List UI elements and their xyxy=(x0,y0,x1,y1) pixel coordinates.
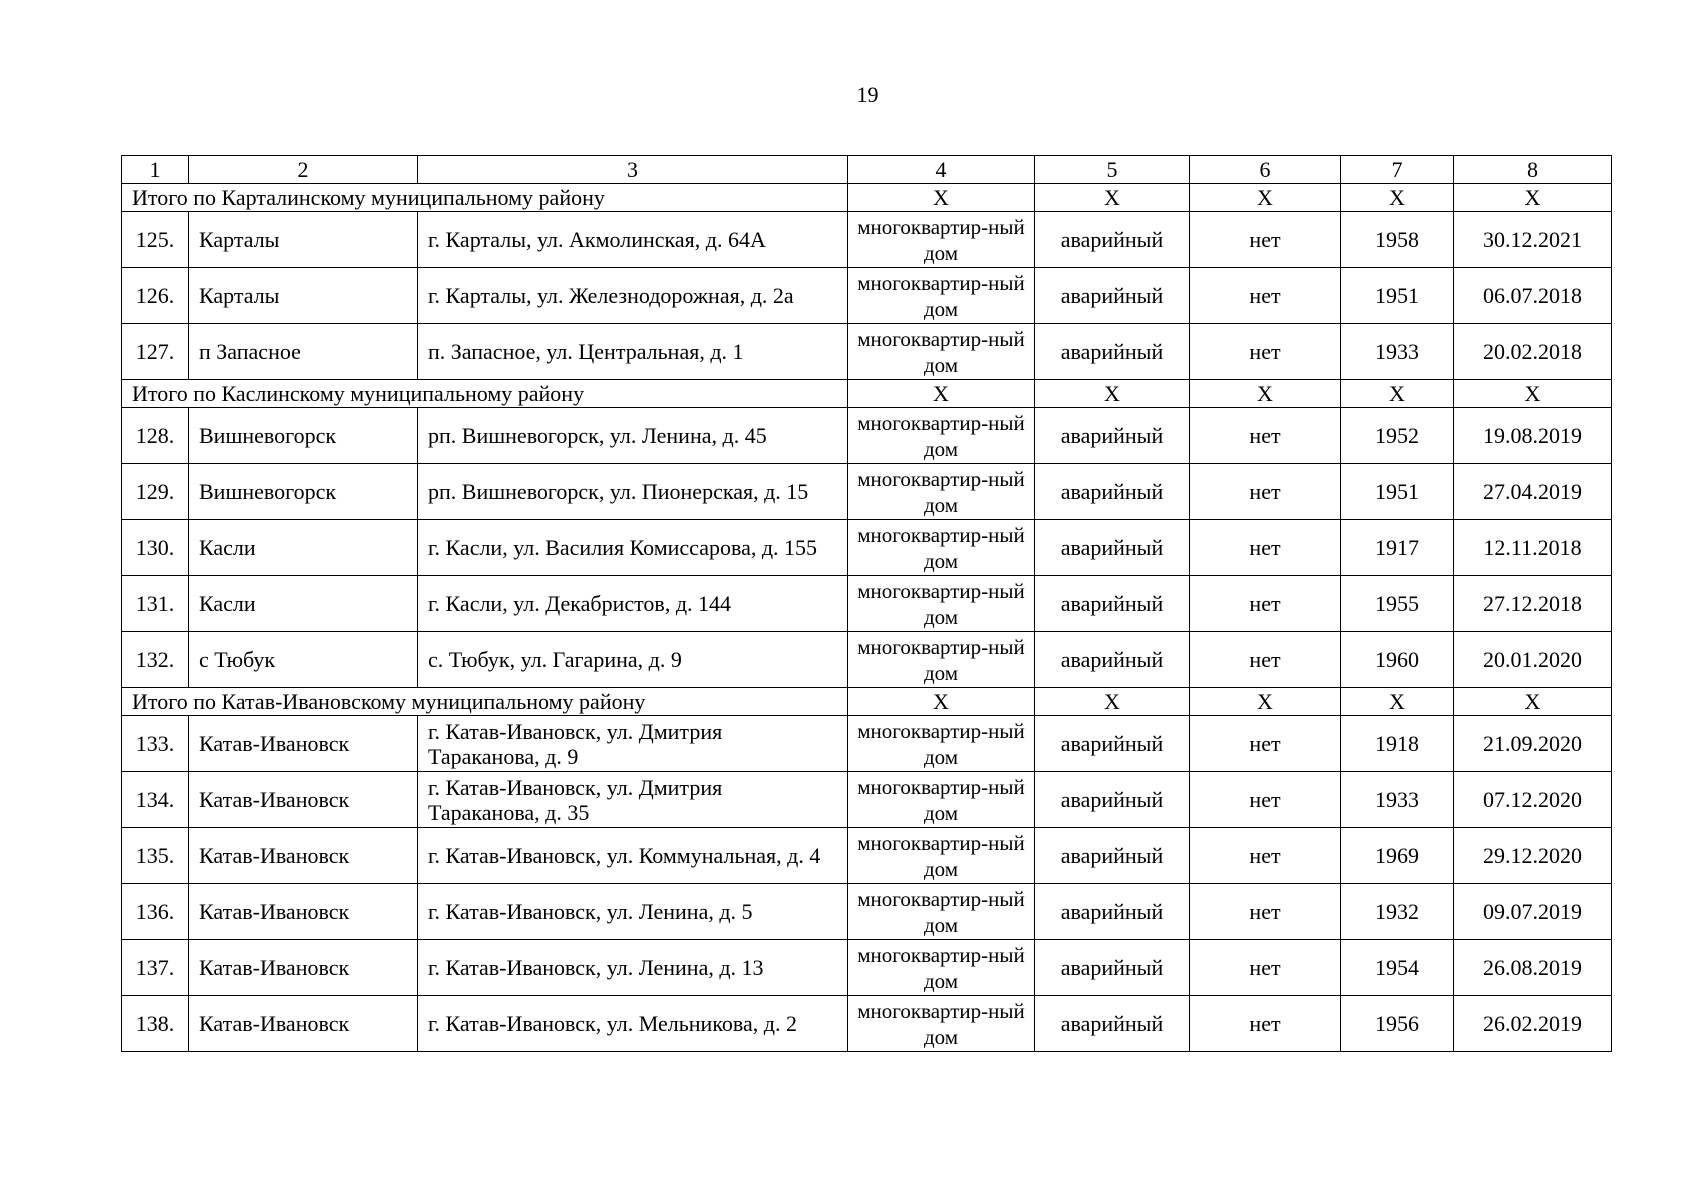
column-number: 4 xyxy=(848,156,1035,184)
page-number: 19 xyxy=(856,82,879,107)
flag-value: нет xyxy=(1190,268,1341,324)
column-number: 7 xyxy=(1341,156,1454,184)
date: 29.12.2020 xyxy=(1454,828,1612,884)
table-row xyxy=(122,576,1612,632)
address: г. Катав-Ивановск, ул. Коммунальная, д. 4 xyxy=(418,828,848,884)
flag-value: нет xyxy=(1190,884,1341,940)
row-number: 129. xyxy=(122,464,189,520)
settlement-name: Карталы xyxy=(189,268,418,324)
settlement-name: Катав-Ивановск xyxy=(189,772,418,828)
column-number: 5 xyxy=(1035,156,1190,184)
condition: аварийный xyxy=(1035,464,1190,520)
building-type: многоквартир-ный дом xyxy=(848,828,1035,884)
row-number: 137. xyxy=(122,940,189,996)
row-number: 126. xyxy=(122,268,189,324)
year: 1969 xyxy=(1341,828,1454,884)
address: г. Катав-Ивановск, ул. Ленина, д. 13 xyxy=(418,940,848,996)
row-number: 125. xyxy=(122,212,189,268)
district-total-row xyxy=(122,184,1612,212)
row-number: 138. xyxy=(122,996,189,1052)
year: 1956 xyxy=(1341,996,1454,1052)
building-type: многоквартир-ный дом xyxy=(848,716,1035,772)
table-row xyxy=(122,408,1612,464)
condition: аварийный xyxy=(1035,632,1190,688)
table-row xyxy=(122,520,1612,576)
total-mark: X xyxy=(1035,688,1190,716)
year: 1933 xyxy=(1341,324,1454,380)
column-number: 1 xyxy=(122,156,189,184)
table-row xyxy=(122,324,1612,380)
date: 19.08.2019 xyxy=(1454,408,1612,464)
date: 26.08.2019 xyxy=(1454,940,1612,996)
building-type: многоквартир-ный дом xyxy=(848,324,1035,380)
address: п. Запасное, ул. Центральная, д. 1 xyxy=(418,324,848,380)
condition: аварийный xyxy=(1035,576,1190,632)
building-type: многоквартир-ный дом xyxy=(848,520,1035,576)
address: г. Касли, ул. Декабристов, д. 144 xyxy=(418,576,848,632)
address: рп. Вишневогорск, ул. Ленина, д. 45 xyxy=(418,408,848,464)
condition: аварийный xyxy=(1035,268,1190,324)
date: 09.07.2019 xyxy=(1454,884,1612,940)
condition: аварийный xyxy=(1035,884,1190,940)
building-type: многоквартир-ный дом xyxy=(848,996,1035,1052)
year: 1933 xyxy=(1341,772,1454,828)
settlement-name: Катав-Ивановск xyxy=(189,884,418,940)
date: 21.09.2020 xyxy=(1454,716,1612,772)
settlement-name: Вишневогорск xyxy=(189,464,418,520)
total-mark: X xyxy=(1341,380,1454,408)
flag-value: нет xyxy=(1190,716,1341,772)
date: 20.01.2020 xyxy=(1454,632,1612,688)
table-row xyxy=(122,940,1612,996)
year: 1918 xyxy=(1341,716,1454,772)
total-mark: X xyxy=(848,184,1035,212)
flag-value: нет xyxy=(1190,408,1341,464)
district-total-label: Итого по Катав-Ивановскому муниципальному району xyxy=(122,688,848,716)
date: 27.12.2018 xyxy=(1454,576,1612,632)
flag-value: нет xyxy=(1190,464,1341,520)
column-number-header-row xyxy=(122,156,1612,184)
condition: аварийный xyxy=(1035,772,1190,828)
flag-value: нет xyxy=(1190,212,1341,268)
row-number: 127. xyxy=(122,324,189,380)
building-type: многоквартир-ный дом xyxy=(848,212,1035,268)
year: 1951 xyxy=(1341,268,1454,324)
row-number: 136. xyxy=(122,884,189,940)
district-total-label: Итого по Карталинскому муниципальному району xyxy=(122,184,848,212)
table-row xyxy=(122,632,1612,688)
column-number: 6 xyxy=(1190,156,1341,184)
address: г. Касли, ул. Василия Комиссарова, д. 155 xyxy=(418,520,848,576)
condition: аварийный xyxy=(1035,212,1190,268)
row-number: 134. xyxy=(122,772,189,828)
year: 1960 xyxy=(1341,632,1454,688)
flag-value: нет xyxy=(1190,996,1341,1052)
settlement-name: п Запасное xyxy=(189,324,418,380)
building-type: многоквартир-ный дом xyxy=(848,268,1035,324)
settlement-name: Катав-Ивановск xyxy=(189,996,418,1052)
table-row xyxy=(122,716,1612,772)
settlement-name: Касли xyxy=(189,576,418,632)
address: г. Катав-Ивановск, ул. Дмитрия Тараканова, д. 9 xyxy=(418,716,848,772)
flag-value: нет xyxy=(1190,324,1341,380)
district-total-row xyxy=(122,688,1612,716)
settlement-name: Катав-Ивановск xyxy=(189,828,418,884)
date: 07.12.2020 xyxy=(1454,772,1612,828)
year: 1958 xyxy=(1341,212,1454,268)
settlement-name: Катав-Ивановск xyxy=(189,716,418,772)
condition: аварийный xyxy=(1035,716,1190,772)
building-type: многоквартир-ный дом xyxy=(848,884,1035,940)
column-number: 3 xyxy=(418,156,848,184)
row-number: 133. xyxy=(122,716,189,772)
total-mark: X xyxy=(1341,688,1454,716)
date: 30.12.2021 xyxy=(1454,212,1612,268)
flag-value: нет xyxy=(1190,576,1341,632)
table-row xyxy=(122,828,1612,884)
row-number: 132. xyxy=(122,632,189,688)
building-type: многоквартир-ный дом xyxy=(848,464,1035,520)
year: 1954 xyxy=(1341,940,1454,996)
condition: аварийный xyxy=(1035,996,1190,1052)
date: 12.11.2018 xyxy=(1454,520,1612,576)
flag-value: нет xyxy=(1190,520,1341,576)
year: 1932 xyxy=(1341,884,1454,940)
address: с. Тюбук, ул. Гагарина, д. 9 xyxy=(418,632,848,688)
table-row xyxy=(122,996,1612,1052)
table-row xyxy=(122,772,1612,828)
building-type: многоквартир-ный дом xyxy=(848,940,1035,996)
total-mark: X xyxy=(1035,380,1190,408)
address: г. Карталы, ул. Железнодорожная, д. 2а xyxy=(418,268,848,324)
total-mark: X xyxy=(1341,184,1454,212)
date: 06.07.2018 xyxy=(1454,268,1612,324)
year: 1952 xyxy=(1341,408,1454,464)
address: рп. Вишневогорск, ул. Пионерская, д. 15 xyxy=(418,464,848,520)
total-mark: X xyxy=(848,380,1035,408)
address: г. Карталы, ул. Акмолинская, д. 64А xyxy=(418,212,848,268)
column-number: 2 xyxy=(189,156,418,184)
row-number: 131. xyxy=(122,576,189,632)
housing-registry-table xyxy=(121,155,1612,1052)
column-number: 8 xyxy=(1454,156,1612,184)
settlement-name: Касли xyxy=(189,520,418,576)
settlement-name: с Тюбук xyxy=(189,632,418,688)
year: 1917 xyxy=(1341,520,1454,576)
address: г. Катав-Ивановск, ул. Ленина, д. 5 xyxy=(418,884,848,940)
total-mark: X xyxy=(1035,184,1190,212)
total-mark: X xyxy=(1454,688,1612,716)
condition: аварийный xyxy=(1035,408,1190,464)
total-mark: X xyxy=(1190,380,1341,408)
building-type: многоквартир-ный дом xyxy=(848,408,1035,464)
date: 20.02.2018 xyxy=(1454,324,1612,380)
row-number: 128. xyxy=(122,408,189,464)
condition: аварийный xyxy=(1035,828,1190,884)
settlement-name: Карталы xyxy=(189,212,418,268)
total-mark: X xyxy=(848,688,1035,716)
year: 1955 xyxy=(1341,576,1454,632)
row-number: 130. xyxy=(122,520,189,576)
condition: аварийный xyxy=(1035,324,1190,380)
condition: аварийный xyxy=(1035,940,1190,996)
district-total-label: Итого по Каслинскому муниципальному району xyxy=(122,380,848,408)
flag-value: нет xyxy=(1190,940,1341,996)
date: 27.04.2019 xyxy=(1454,464,1612,520)
total-mark: X xyxy=(1190,688,1341,716)
table-row xyxy=(122,212,1612,268)
condition: аварийный xyxy=(1035,520,1190,576)
settlement-name: Вишневогорск xyxy=(189,408,418,464)
year: 1951 xyxy=(1341,464,1454,520)
flag-value: нет xyxy=(1190,772,1341,828)
table-row xyxy=(122,464,1612,520)
settlement-name: Катав-Ивановск xyxy=(189,940,418,996)
building-type: многоквартир-ный дом xyxy=(848,576,1035,632)
address: г. Катав-Ивановск, ул. Дмитрия Тараканова, д. 35 xyxy=(418,772,848,828)
total-mark: X xyxy=(1454,184,1612,212)
table-row xyxy=(122,884,1612,940)
table-body xyxy=(122,156,1612,1052)
flag-value: нет xyxy=(1190,828,1341,884)
row-number: 135. xyxy=(122,828,189,884)
total-mark: X xyxy=(1454,380,1612,408)
date: 26.02.2019 xyxy=(1454,996,1612,1052)
district-total-row xyxy=(122,380,1612,408)
address: г. Катав-Ивановск, ул. Мельникова, д. 2 xyxy=(418,996,848,1052)
building-type: многоквартир-ный дом xyxy=(848,772,1035,828)
flag-value: нет xyxy=(1190,632,1341,688)
table-row xyxy=(122,268,1612,324)
total-mark: X xyxy=(1190,184,1341,212)
building-type: многоквартир-ный дом xyxy=(848,632,1035,688)
